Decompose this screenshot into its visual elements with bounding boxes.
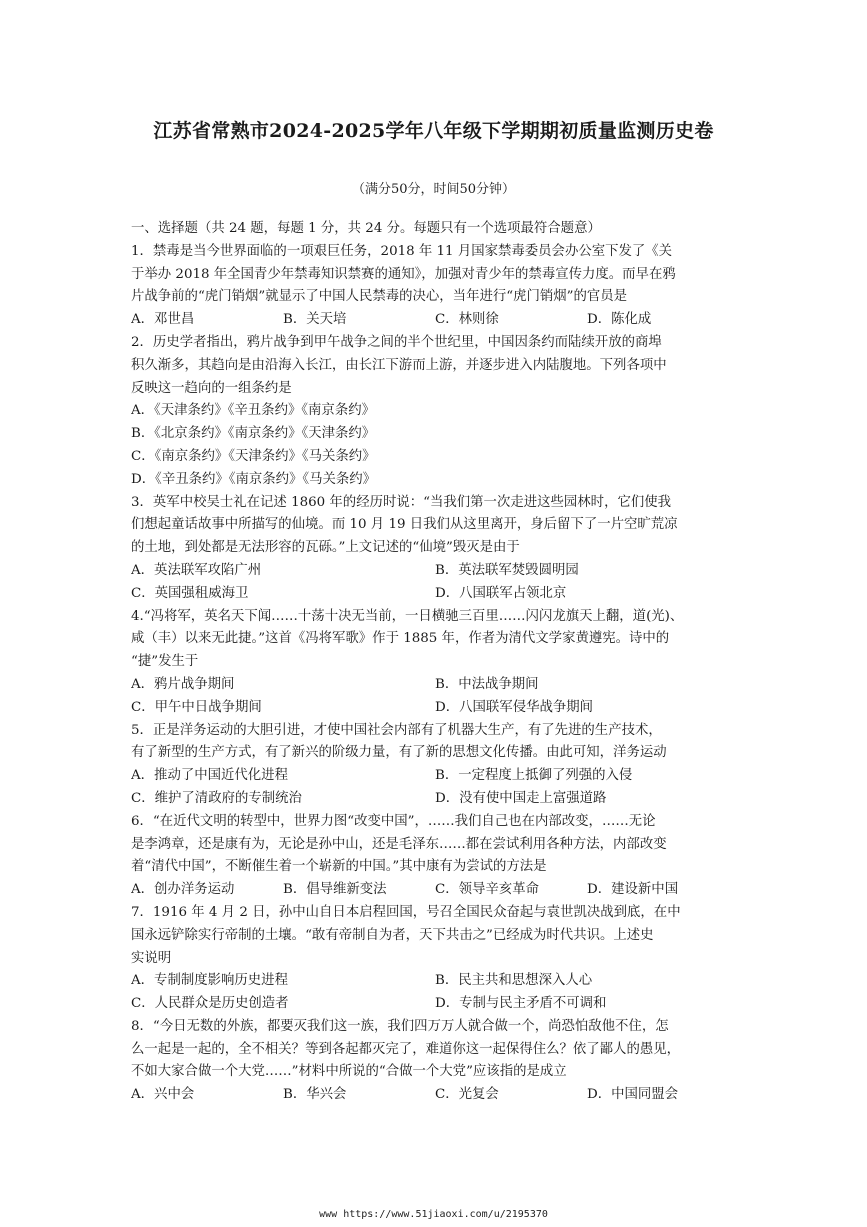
question-2 [131, 332, 739, 492]
option-c[interactable]: C．《南京条约》《天津条约》《马关条约》 [131, 448, 376, 464]
question-text-line: 国永远铲除实行帝制的土壤。“敢有帝制自为者，天下共击之”已经成为时代共识。上述史 [131, 927, 654, 943]
option-c[interactable]: C．甲午中日战争期间 [131, 699, 262, 715]
question-8 [131, 1016, 739, 1107]
exam-subtitle: （满分50分，时间50分钟） [351, 182, 516, 197]
question-text-line: 积久渐多，其趋向是由沿海入长江，由长江下游而上游，并逐步进入内陆腹地。下列各项中 [131, 357, 667, 373]
option-d[interactable]: D．陈化成 [587, 312, 652, 328]
option-c[interactable]: C．维护了清政府的专制统治 [131, 790, 302, 806]
option-row [131, 697, 739, 720]
option-a[interactable]: A．专制制度影响历史进程 [131, 973, 288, 989]
option-c[interactable]: C．领导辛亥革命 [435, 882, 539, 898]
option-row [131, 1084, 739, 1107]
option-b[interactable]: B．民主共和思想深入人心 [435, 973, 593, 989]
option-b[interactable]: B．倡导维新变法 [283, 882, 387, 898]
option-row [131, 993, 739, 1016]
option-row [131, 970, 739, 993]
question-text-line: 们想起童话故事中所描写的仙境。而 10 月 19 日我们从这里离开，身后留下了一片空旷荒凉 [131, 517, 678, 533]
option-b[interactable]: B．英法联军焚毁圆明园 [435, 562, 579, 578]
option-c[interactable]: C．人民群众是历史创造者 [131, 996, 289, 1012]
question-text-line: 么一起是一起的，全不相关？等到各起都灭完了，难道你这一起保得住么？依了鄙人的愚见， [131, 1041, 681, 1057]
option-row [131, 583, 739, 606]
question-5 [131, 720, 739, 811]
question-text-line: 是李鸿章，还是康有为，无论是孙中山，还是毛泽东……都在尝试利用各种方法，内部改变 [131, 836, 667, 852]
question-3 [131, 492, 739, 606]
option-d[interactable]: D．八国联军占领北京 [435, 585, 567, 601]
question-text-line: 片战争前的“虎门销烟”就显示了中国人民禁毒的决心，当年进行“虎门销烟”的官员是 [131, 289, 628, 305]
option-d[interactable]: D．专制与民主矛盾不可调和 [435, 996, 607, 1012]
option-d[interactable]: D．八国联军侵华战争期间 [435, 699, 594, 715]
option-d[interactable]: D．没有使中国走上富强道路 [435, 790, 607, 806]
question-text-line: 着“清代中国”，不断催生着一个崭新的中国。”其中康有为尝试的方法是 [131, 859, 547, 875]
option-c[interactable]: C．光复会 [435, 1087, 499, 1103]
question-text-line: 的土地，到处都是无法形容的瓦砾。”上文记述的“仙境”毁灭是由于 [131, 540, 520, 556]
question-7 [131, 902, 739, 1016]
option-d[interactable]: D．建设新中国 [587, 882, 679, 898]
question-text-line: 6．“在近代文明的转型中，世界力图“改变中国”，……我们自己也在内部改变，……无论 [131, 813, 656, 829]
option-a[interactable]: A．创办洋务运动 [131, 882, 235, 898]
exam-title: 江苏省常熟市2024-2025学年八年级下学期期初质量监测历史卷 [153, 120, 714, 142]
question-6 [131, 811, 739, 902]
question-text-line: 实说明 [131, 950, 172, 966]
option-b[interactable]: B．华兴会 [283, 1087, 347, 1103]
section-heading: 一、选择题（共 24 题，每题 1 分，共 24 分。每题只有一个选项最符合题意） [131, 221, 601, 236]
option-a[interactable]: A．鸦片战争期间 [131, 676, 235, 692]
question-1 [131, 241, 739, 332]
question-text-line: 4.“冯将军，英名天下闻……十荡十决无当前，一日横驰三百里……闪闪龙旗天上翻，道(光)、 [131, 608, 684, 624]
option-row [131, 674, 739, 697]
option-a[interactable]: A．兴中会 [131, 1087, 195, 1103]
option-c[interactable]: C．英国强租威海卫 [131, 585, 249, 601]
option-a[interactable]: A．《天津条约》《辛丑条约》《南京条约》 [131, 403, 375, 419]
option-row [131, 309, 739, 332]
option-a[interactable]: A．英法联军攻陷广州 [131, 562, 262, 578]
question-text-line: 3．英军中校吴士礼在记述 1860 年的经历时说：“当我们第一次走进这些园林时，它们使我 [131, 494, 672, 510]
question-text-line: 5．正是洋务运动的大胆引进，才使中国社会内部有了机器大生产，有了先进的生产技术， [131, 722, 662, 738]
option-row [131, 560, 739, 583]
question-text-line: 1．禁毒是当今世界面临的一项艰巨任务，2018 年 11 月国家禁毒委员会办公室下发了《关 [131, 243, 673, 259]
question-text-line: 于举办 2018 年全国青少年禁毒知识禁赛的通知》，加强对青少年的禁毒宣传力度。而早在鸦 [131, 266, 676, 282]
question-text-line: 2．历史学者指出，鸦片战争到甲午战争之间的半个世纪里，中国因条约而陆续开放的商埠 [131, 334, 662, 350]
option-c[interactable]: C．林则徐 [435, 312, 499, 328]
question-text-line: 咸（丰）以来无此捷。”这首《冯将军歌》作于 1885 年，作者为清代文学家黄遵宪。诗中的 [131, 631, 670, 647]
question-text-line: 不如大家合做一个大党……”材料中所说的“合做一个大党”应该指的是成立 [131, 1064, 567, 1080]
option-b[interactable]: B．关天培 [283, 312, 347, 328]
option-b[interactable]: B．《北京条约》《南京条约》《天津条约》 [131, 426, 376, 442]
question-text-line: “捷”发生于 [131, 654, 199, 670]
question-text-line: 8．“今日无数的外族，都要灭我们这一族，我们四万万人就合做一个，尚恐怕敌他不住，怎 [131, 1018, 669, 1034]
option-b[interactable]: B．一定程度上抵御了列强的入侵 [435, 768, 633, 784]
option-b[interactable]: B．中法战争期间 [435, 676, 539, 692]
question-text-line: 7．1916 年 4 月 2 日，孙中山自日本启程回国，号召全国民众奋起与袁世凯决战到底，在中 [131, 904, 681, 920]
question-4 [131, 606, 739, 720]
option-row [131, 765, 739, 788]
question-text-line: 反映这一趋向的一组条约是 [131, 380, 292, 396]
option-d[interactable]: D．《辛丑条约》《南京条约》《马关条约》 [131, 471, 377, 487]
exam-content [131, 218, 739, 1107]
question-text-line: 有了新型的生产方式，有了新兴的阶级力量，有了新的思想文化传播。由此可知，洋务运动 [131, 745, 667, 761]
option-d[interactable]: D．中国同盟会 [587, 1087, 679, 1103]
footer-url[interactable]: www https://www.51jiaoxi.com/u/2195370 [319, 1209, 548, 1220]
option-row [131, 788, 739, 811]
option-row [131, 879, 739, 902]
option-a[interactable]: A．推动了中国近代化进程 [131, 768, 288, 784]
option-a[interactable]: A．邓世昌 [131, 312, 195, 328]
